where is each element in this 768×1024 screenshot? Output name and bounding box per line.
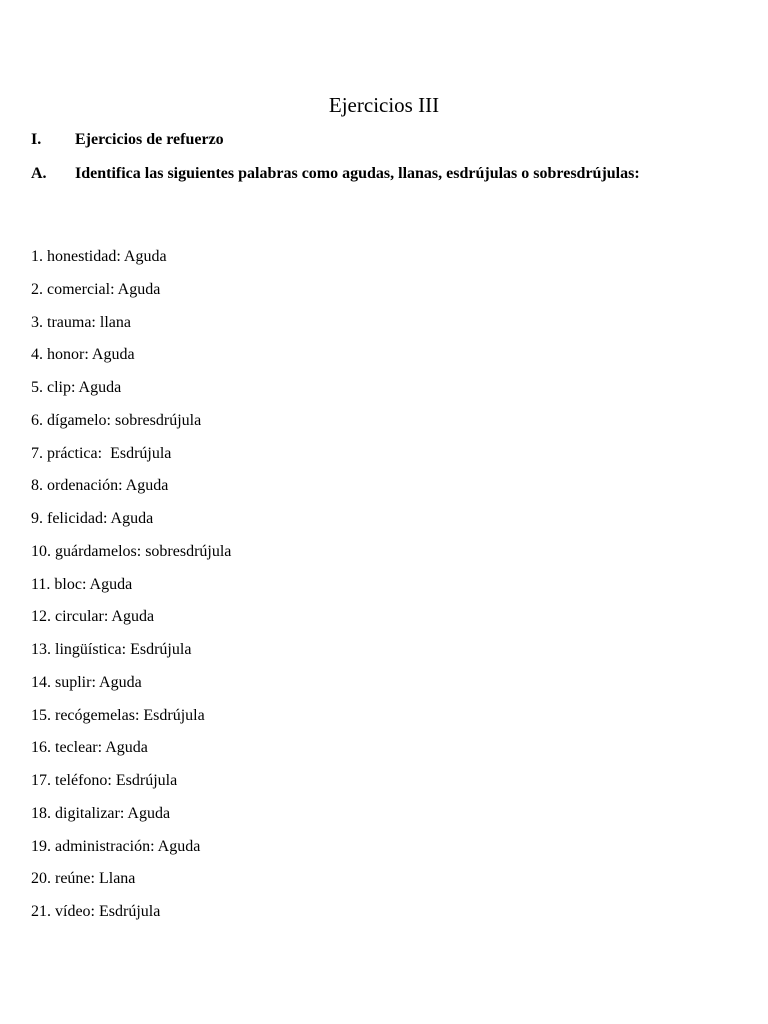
list-item: 4. honor: Aguda xyxy=(31,346,135,364)
list-item: 13. lingüística: Esdrújula xyxy=(31,641,192,658)
page-title: Ejercicios III xyxy=(328,93,440,117)
list-item: 1. honestidad: Aguda xyxy=(31,248,167,265)
list-item: 3. trauma: llana xyxy=(31,313,131,331)
list-item: 14. suplir: Aguda xyxy=(31,673,142,691)
list-item: 12. circular: Aguda xyxy=(31,608,155,626)
list-item: 2. comercial: Aguda xyxy=(31,280,161,298)
list-item: 16. teclear: Aguda xyxy=(31,739,148,757)
section-heading xyxy=(31,129,224,151)
instruction-text: Identifica las siguientes palabras como agudas, llanas, esdrújulas o sobresdrújulas: xyxy=(75,165,640,182)
list-item: 18. digitalizar: Aguda xyxy=(31,804,171,822)
list-item: 11. bloc: Aguda xyxy=(31,575,133,593)
list-item: 21. vídeo: Esdrújula xyxy=(31,903,161,920)
list-item: 17. teléfono: Esdrújula xyxy=(31,772,178,789)
list-item: 8. ordenación: Aguda xyxy=(31,477,169,495)
list-item: 5. clip: Aguda xyxy=(31,379,122,396)
list-item: 9. felicidad: Aguda xyxy=(31,510,154,527)
instruction-letter: A. xyxy=(31,165,47,182)
section-title: Ejercicios de refuerzo xyxy=(75,131,224,148)
list-item: 6. dígamelo: sobresdrújula xyxy=(31,411,202,429)
exercise-list xyxy=(31,246,231,934)
instruction-paragraph xyxy=(31,162,692,185)
list-item: 10. guárdamelos: sobresdrújula xyxy=(31,542,232,560)
list-item: 15. recógemelas: Esdrújula xyxy=(31,706,205,724)
list-item: 7. práctica: Esdrújula xyxy=(31,444,172,462)
section-number: I. xyxy=(31,131,42,148)
list-item: 19. administración: Aguda xyxy=(31,837,201,855)
list-item: 20. reúne: Llana xyxy=(31,870,136,888)
